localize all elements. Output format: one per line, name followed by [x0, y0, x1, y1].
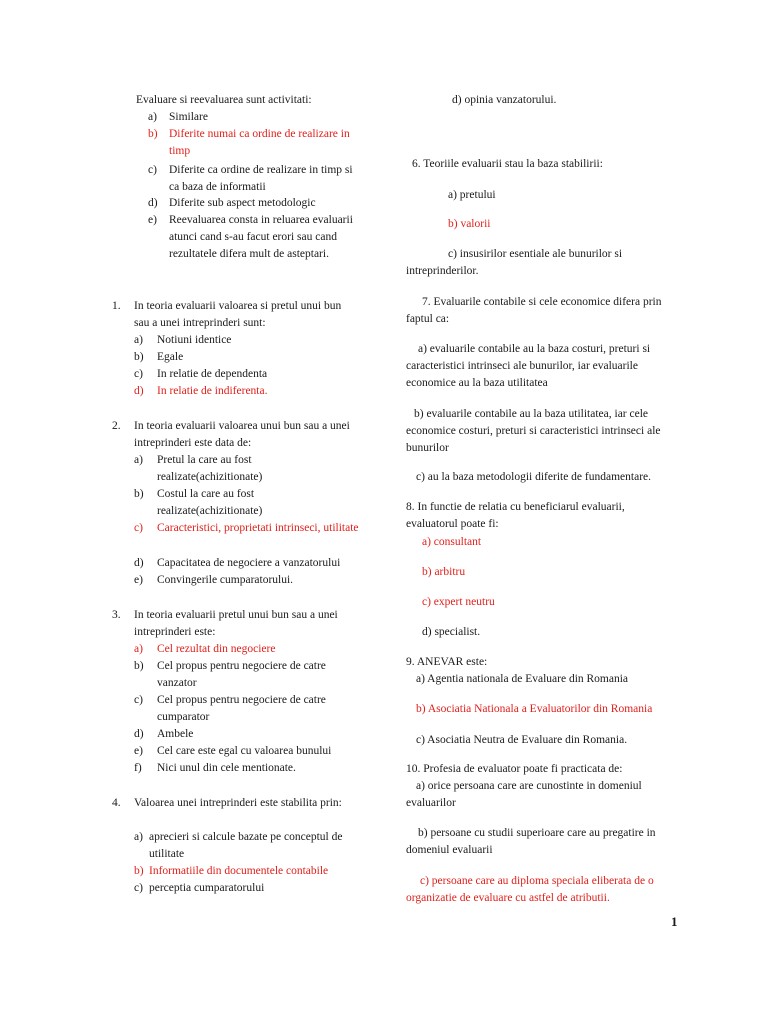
q6-option-a: a) pretului [448, 189, 496, 201]
question-0-text: Evaluare si reevaluarea sunt activitati: [136, 94, 312, 106]
q7-option-b: b) evaluarile contabile au la baza utilitatea, iar cele economice costuri, preturi si caracteristici intrinseci ale bunurilor [406, 408, 661, 454]
q7-option-c: c) au la baza metodologii diferite de fundamentare. [416, 471, 652, 483]
question-6-text: 6. Teoriile evaluarii stau la baza stabilirii: [412, 158, 603, 170]
q9-option-a: a) Agentia nationala de Evaluare din Romania [416, 673, 629, 685]
page-number: 1 [671, 914, 678, 929]
q10-option-b: b) persoane cu studii superioare care au pregatire in domeniul evaluarii [406, 827, 656, 856]
document-page: Evaluare si reevaluarea sunt activitati: a) Similare b) Diferite numai ca ordine de realizare in timp c) Diferite ca ordine de realizare in timp si ca baza de informatii d) Diferite sub aspect metodologic e) Reevaluarea consta in reluarea evaluarii atunci cand s-au facut erori sau cand rezultatele difera mult de asteptari. 1. In teoria evaluarii valoarea si pretul unui bun sau a unei intreprinderi sunt: a) Notiuni identice b) Egale c) In relatie de dependenta d) In relatie de indiferenta. 2. In teoria evaluarii valoarea unui bun sau a unei intreprinderi este data de: a) Pretul la care au fost realizate(achizitionate) b) Costul la care au fost realizate(achizitionate) c) Caracteristici, proprietati intrinseci, utilitate d) Capacitatea de negociere a vanzatorului e) Convingerile cumparatorului. 3. In teoria evaluarii pretul unui bun sau a unei intreprinderi este: a) Cel rezultat din negociere b) Cel propus pentru negociere de catre vanzator c) Cel propus pentru negociere de catre cumparator d) Ambele e) Cel care este egal cu valoarea bunului f) Nici unul din cele mentionate. 4. Valoarea unei intreprinderi este stabilita prin: a) aprecieri si calcule bazate pe conceptul de utilitate b) Informatiile din documentele contabile c) perceptia cumparatorului d) opinia vanzatorului. 6. Teoriile evaluarii stau la baza stabilirii: a) pretului b) valorii c) insusirilor esentiale ale bunurilor si intreprinderilor. 7. Evaluarile contabile si cele economice difera prin faptul ca: a) evaluarile contabile au la baza costuri, preturi si caracteristici intrinseci ale bunurilor, iar evaluarile economice au la baza utilitatea b) evaluarile contabile au la baza utilitatea, iar cele economice costuri, preturi si caracteristici intrinseci ale bunurilor c) au la baza metodologii diferite de fundamentare. 8. In functie de relatia cu beneficiarul evaluarii, evaluatorul poate fi: a) consultant b) arbitru c) expert neutru d) specialist. 9. ANEVAR este: a) Agentia nationala de Evaluare din Romania b) Asociatia Nationala a Evaluatorilor din Romania c) Asociatia Neutra de Evaluare din Romania. 10. Profesia de evaluator poate fi practicata de: a) orice persoana care are cunostinte in domeniul evaluarilor b) persoane cu studii superioare care au pregatire in domeniul evaluarii c) persoane care au diploma speciala eliberata de o organizatie de evaluare cu astfel de atributii. 1 [0, 0, 768, 1024]
q6-option-b: b) valorii [448, 218, 491, 230]
question-9-text: 9. ANEVAR este: [406, 656, 488, 668]
q10-option-c: c) persoane care au diploma speciala eliberata de o organizatie de evaluare cu astfel de atributii. [406, 875, 654, 904]
q8-option-c: c) expert neutru [422, 596, 495, 608]
question-10-text: 10. Profesia de evaluator poate fi practicata de: [406, 763, 623, 775]
q8-option-b: b) arbitru [422, 566, 466, 578]
q4-option-d: d) opinia vanzatorului. [452, 94, 557, 106]
q10-option-a: a) orice persoana care are cunostinte in domeniul evaluarilor [406, 780, 642, 809]
q8-option-d: d) specialist. [422, 626, 481, 638]
q6-option-c: c) insusirilor esentiale ale bunurilor si intreprinderilor. [406, 248, 623, 277]
q9-option-b: b) Asociatia Nationala a Evaluatorilor din Romania [416, 703, 653, 715]
q8-option-a: a) consultant [422, 536, 482, 548]
q7-option-a: a) evaluarile contabile au la baza costuri, preturi si caracteristici intrinseci ale bunurilor, iar evaluarile economice au la baza utilitatea [406, 343, 651, 389]
question-8-text: 8. In functie de relatia cu beneficiarul evaluarii, evaluatorul poate fi: [406, 501, 625, 530]
q9-option-c: c) Asociatia Neutra de Evaluare din Romania. [416, 734, 628, 746]
question-7-text: 7. Evaluarile contabile si cele economice difera prin faptul ca: [406, 296, 662, 325]
